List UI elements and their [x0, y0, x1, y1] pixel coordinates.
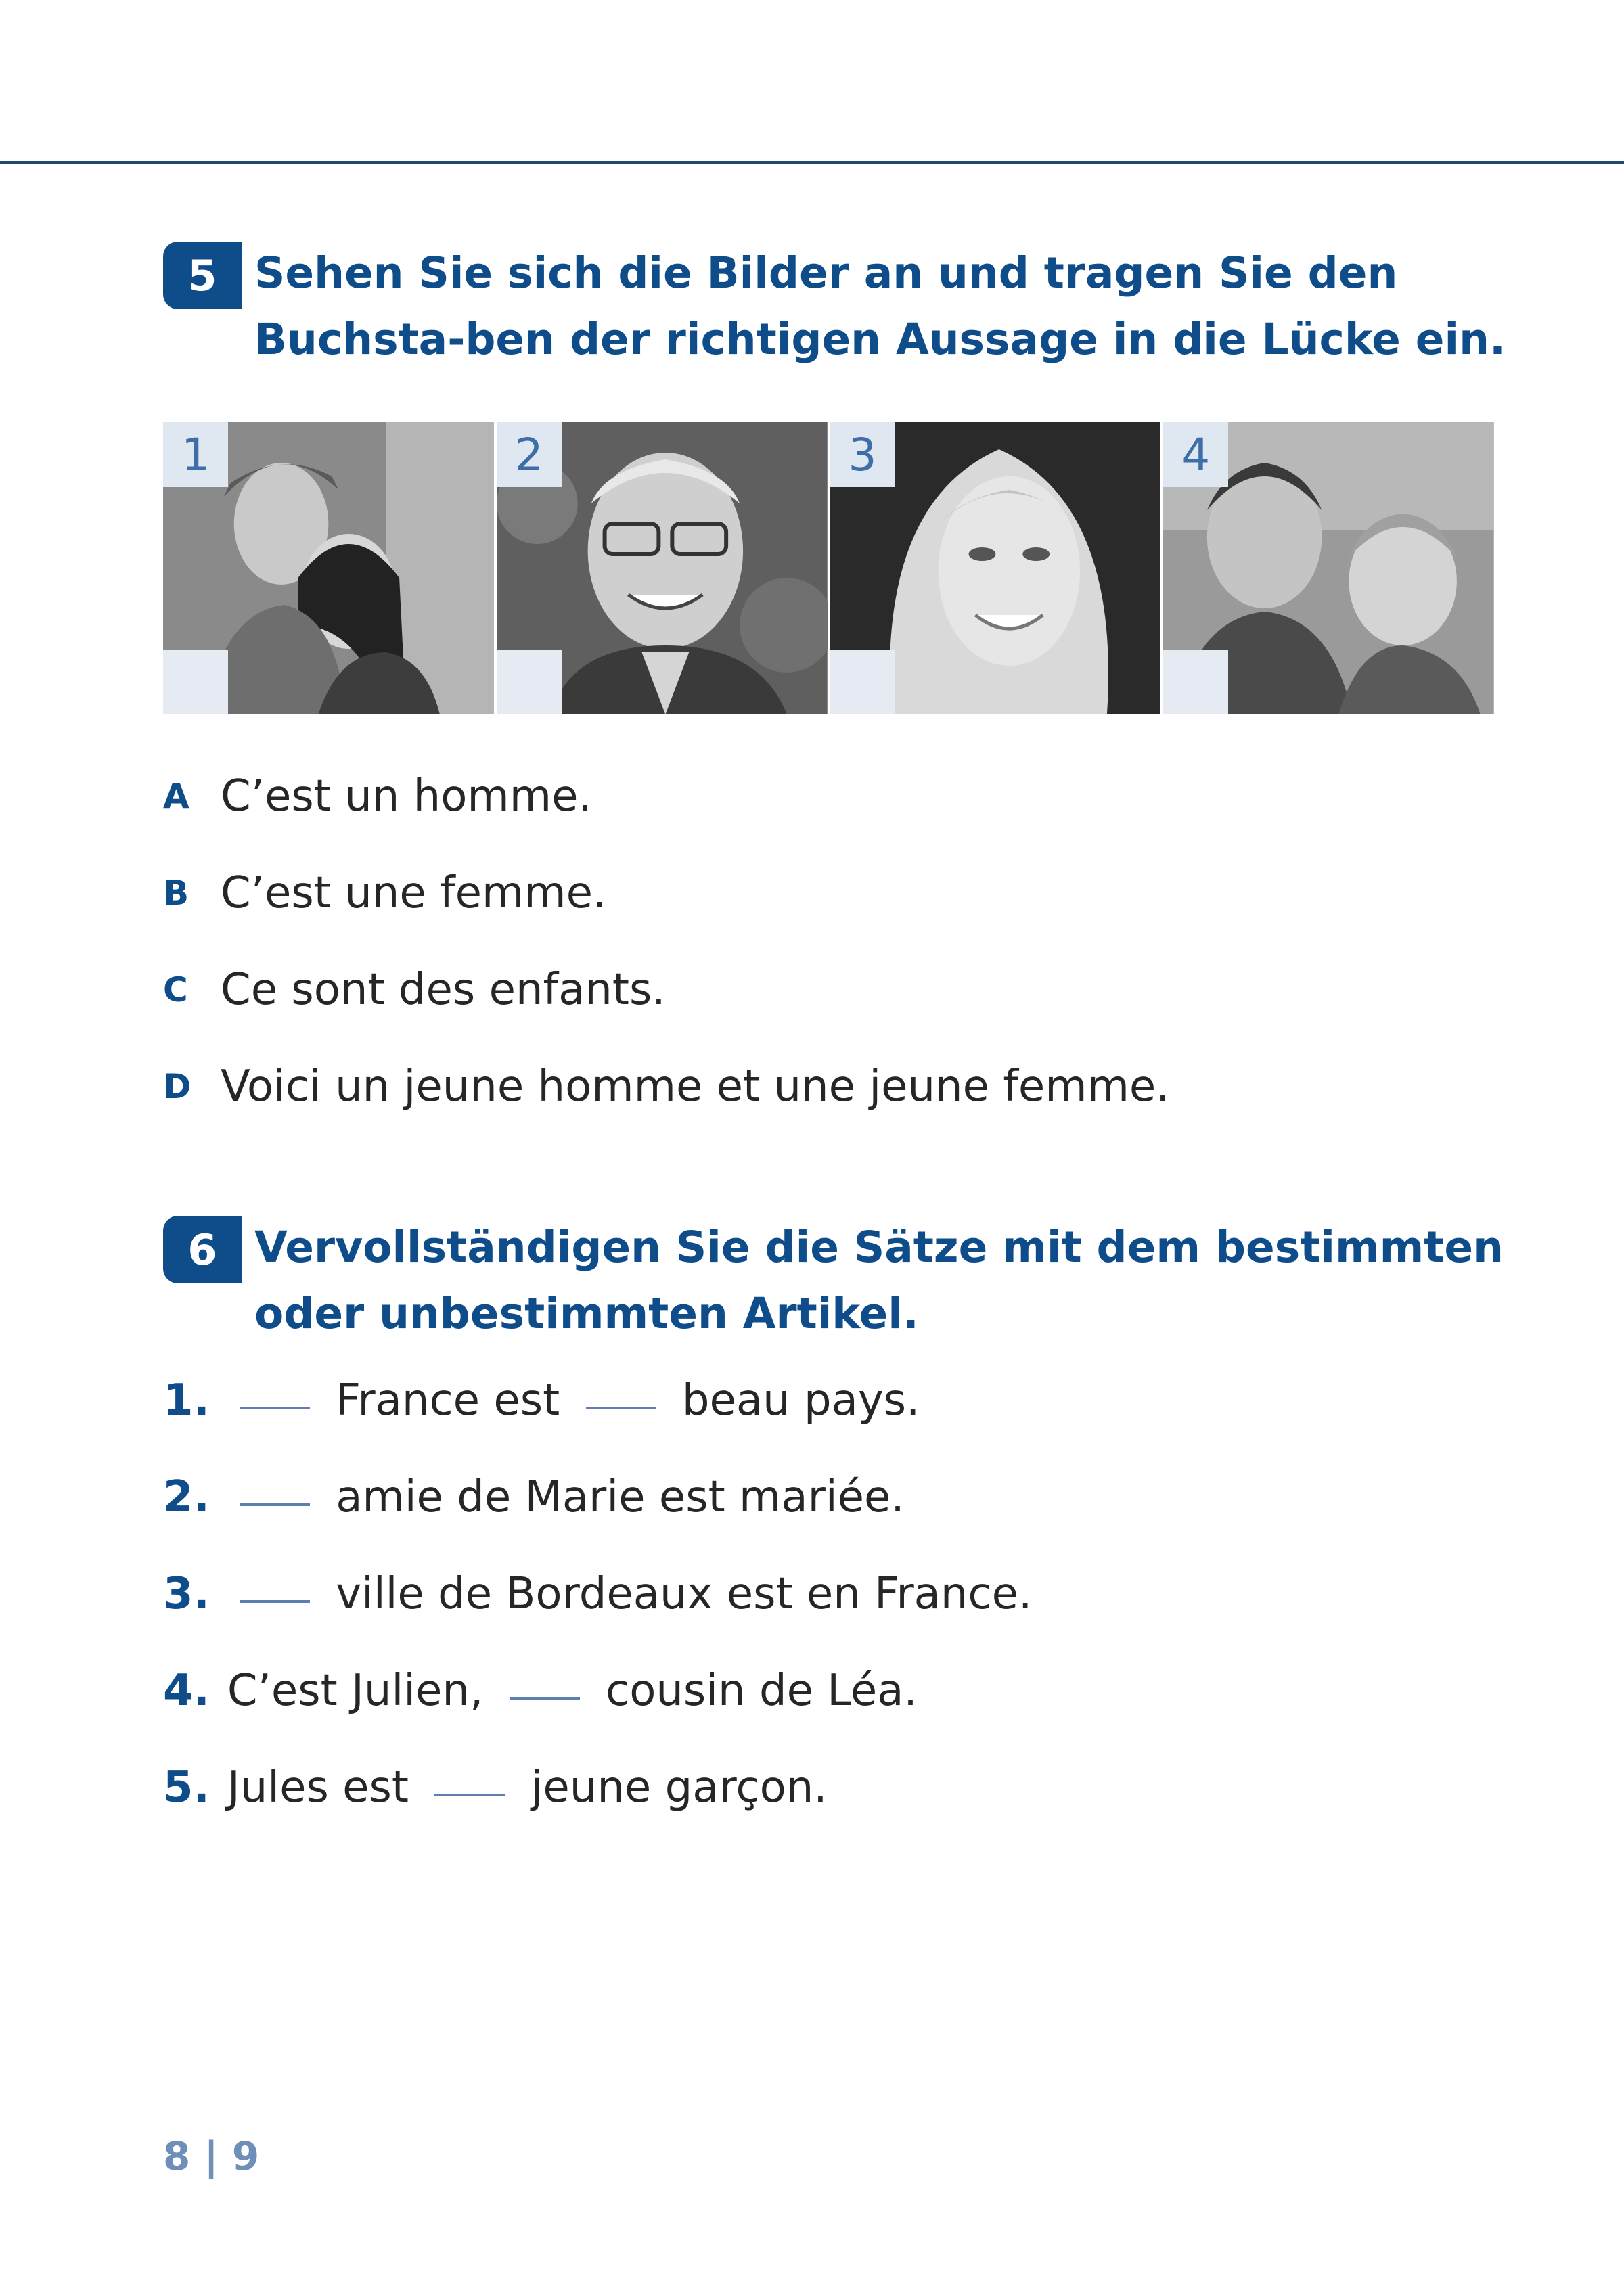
- sentence-3: [163, 1569, 1032, 1643]
- statement-text: C’est une femme.: [221, 868, 607, 918]
- sentence-4: [163, 1666, 918, 1740]
- blank-field[interactable]: [240, 1503, 310, 1506]
- statement-letter: D: [163, 1067, 191, 1106]
- blank-field[interactable]: [240, 1407, 310, 1409]
- photo-old-man: [497, 422, 828, 714]
- photo-number-3: 3: [830, 422, 895, 487]
- answer-box-3[interactable]: [830, 650, 895, 714]
- sentence-text: cousin de Léa.: [591, 1666, 918, 1716]
- statement-a: [163, 759, 592, 834]
- statement-text: Voici un jeune homme et une jeune femme.: [221, 1062, 1170, 1112]
- statement-letter: B: [163, 873, 189, 913]
- photo-couple: [163, 422, 494, 714]
- blank-field[interactable]: [434, 1794, 505, 1796]
- sentence-text: C’est Julien,: [227, 1666, 497, 1716]
- blank-field[interactable]: [510, 1697, 580, 1700]
- exercise-instruction: Vervollständigen Sie die Sätze mit dem bestimmten oder unbestimmten Artikel.: [254, 1223, 1504, 1338]
- photo-woman: [830, 422, 1161, 714]
- sentence-text: jeune garçon.: [517, 1763, 828, 1813]
- sentence-text: beau pays.: [668, 1375, 920, 1426]
- sentence-number: 5.: [163, 1763, 210, 1813]
- statement-text: C’est un homme.: [221, 771, 592, 821]
- statement-c: [163, 953, 666, 1027]
- answer-box-4[interactable]: [1163, 650, 1228, 714]
- statement-b: [163, 856, 606, 930]
- sentence-text: ville de Bordeaux est en France.: [321, 1569, 1033, 1619]
- exercise-instruction: Sehen Sie sich die Bilder an und tragen Sie den Buchsta-ben der richtigen Aussage in die Lücke ein.: [254, 248, 1506, 364]
- statement-letter: A: [163, 777, 189, 816]
- sentence-5: [163, 1763, 828, 1837]
- photo-number-4: 4: [1163, 422, 1228, 487]
- sentence-number: 4.: [163, 1666, 210, 1716]
- photo-strip: [163, 422, 1494, 714]
- answer-box-1[interactable]: [163, 650, 228, 714]
- exercise-number-badge: 5: [163, 242, 242, 309]
- sentence-text: Jules est: [227, 1763, 423, 1813]
- sentence-2: [163, 1472, 905, 1547]
- blank-field[interactable]: [586, 1407, 656, 1409]
- statement-letter: C: [163, 970, 188, 1009]
- sentence-number: 1.: [163, 1375, 210, 1426]
- photo-number-2: 2: [497, 422, 562, 487]
- sentence-text: amie de Marie est mariée.: [321, 1472, 905, 1522]
- exercise-number-badge: 6: [163, 1216, 242, 1283]
- statement-d: [163, 1049, 1170, 1124]
- sentence-text: France est: [321, 1375, 574, 1426]
- sentence-number: 2.: [163, 1472, 210, 1522]
- photo-number-1: 1: [163, 422, 228, 487]
- statement-text: Ce sont des enfants.: [221, 965, 666, 1015]
- blank-field[interactable]: [240, 1600, 310, 1603]
- page-number: 8 | 9: [163, 2133, 260, 2179]
- answer-box-2[interactable]: [497, 650, 562, 714]
- header-rule: [0, 161, 1624, 164]
- sentence-number: 3.: [163, 1569, 210, 1619]
- sentence-1: [163, 1375, 920, 1450]
- photo-children: [1163, 422, 1494, 714]
